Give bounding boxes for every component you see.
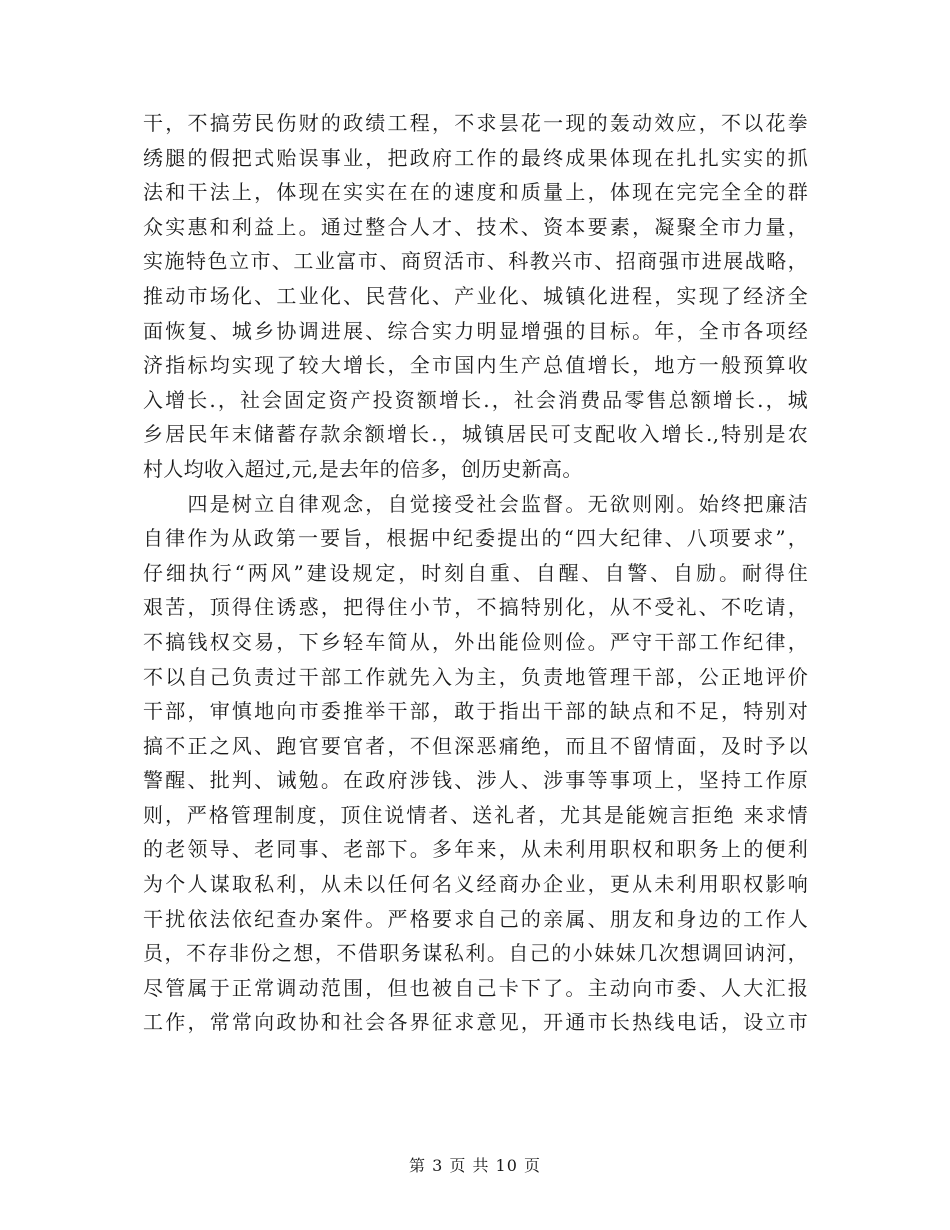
text-line: 仔细执行“两风”建设规定，时刻自重、自醒、自警、自励。耐得住 <box>143 560 808 585</box>
text-line: 工作，常常向政协和社会各界征求意见，开通市长热线电话，设立市 <box>143 1010 808 1035</box>
text-line: 尽管属于正常调动范围，但也被自己卡下了。主动向市委、人大汇报 <box>143 975 808 1000</box>
text-line: 的老领导、老同事、老部下。多年来，从未利用职权和职务上的便利 <box>143 837 808 862</box>
text-line: 搞不正之风、跑官要官者，不但深恶痛绝，而且不留情面，及时予以 <box>143 733 808 758</box>
text-line: 员，不存非份之想，不借职务谋私利。自己的小妹妹几次想调回讷河， <box>143 941 808 966</box>
text-line: 绣腿的假把式贻误事业，把政府工作的最终成果体现在扎扎实实的抓 <box>143 145 808 170</box>
text-line: 法和干法上，体现在实实在在的速度和质量上，体现在完完全全的群 <box>143 180 808 205</box>
document-body <box>143 106 808 1040</box>
text-line: 四是树立自律观念，自觉接受社会监督。无欲则刚。始终把廉洁 <box>143 491 808 516</box>
text-line: 则，严格管理制度，顶住说情者、送礼者，尤其是能婉言拒绝 来求情 <box>143 802 808 827</box>
text-line: 不以自己负责过干部工作就先入为主，负责地管理干部，公正地评价 <box>143 664 808 689</box>
text-line: 村人均收入超过,元,是去年的倍多，创历史新高。 <box>143 456 583 481</box>
text-line: 艰苦，顶得住诱惑，把得住小节，不搞特别化，从不受礼、不吃请， <box>143 595 808 620</box>
text-line: 面恢复、城乡协调进展、综合实力明显增强的目标。年，全市各项经 <box>143 318 808 343</box>
text-line: 乡居民年末储蓄存款余额增长.，城镇居民可支配收入增长.,特别是农 <box>143 422 808 447</box>
text-line: 自律作为从政第一要旨，根据中纪委提出的“四大纪律、八项要求”， <box>143 526 808 551</box>
text-line: 为个人谋取私利，从未以任何名义经商办企业，更从未利用职权影响 <box>143 872 808 897</box>
text-line: 众实惠和利益上。通过整合人才、技术、资本要素，凝聚全市力量， <box>143 214 808 239</box>
text-line: 警醒、批判、诫勉。在政府涉钱、涉人、涉事等事项上，坚持工作原 <box>143 768 808 793</box>
page-number-footer: 第 3 页 共 10 页 <box>409 1156 541 1175</box>
text-line: 实施特色立市、工业富市、商贸活市、科教兴市、招商强市进展战略， <box>143 249 808 274</box>
text-line: 不搞钱权交易，下乡轻车简从，外出能俭则俭。严守干部工作纪律， <box>143 629 808 654</box>
text-line: 入增长.，社会固定资产投资额增长.，社会消费品零售总额增长.，城 <box>143 387 808 412</box>
text-line: 济指标均实现了较大增长，全市国内生产总值增长，地方一般预算收 <box>143 353 808 378</box>
text-line: 干扰依法依纪查办案件。严格要求自己的亲属、朋友和身边的工作人 <box>143 906 808 931</box>
text-line: 干，不搞劳民伤财的政绩工程，不求昙花一现的轰动效应，不以花拳 <box>143 111 808 135</box>
text-line: 推动市场化、工业化、民营化、产业化、城镇化进程，实现了经济全 <box>143 283 808 308</box>
text-line: 干部，审慎地向市委推举干部，敢于指出干部的缺点和不足，特别对 <box>143 699 808 724</box>
